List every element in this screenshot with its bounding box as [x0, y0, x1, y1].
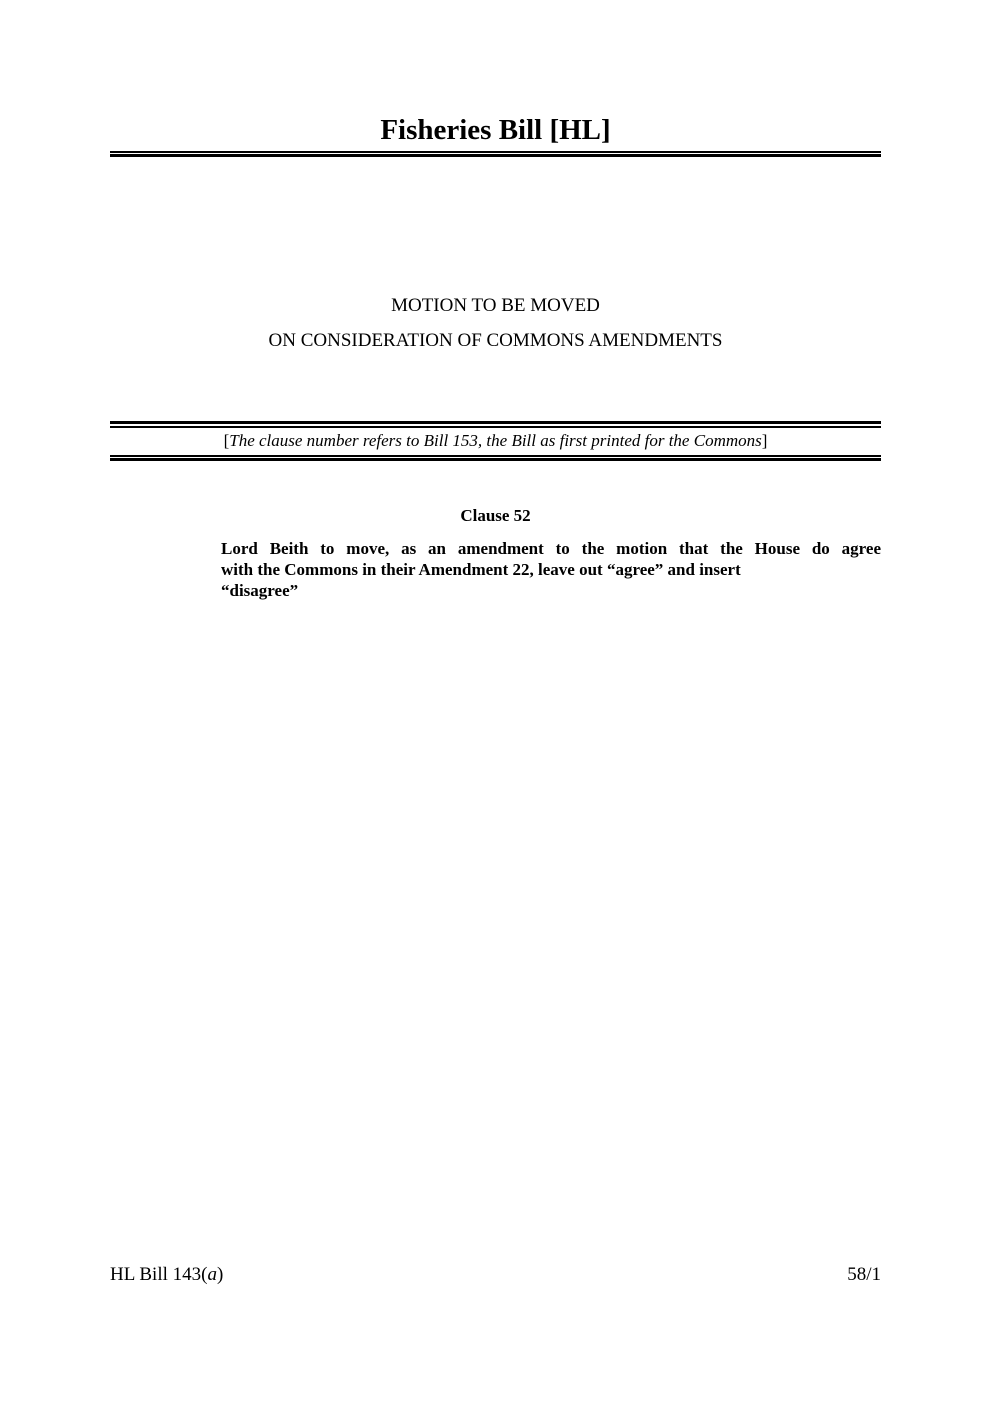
- note-top-rule-thick: [110, 421, 881, 424]
- clause-heading: Clause 52: [460, 506, 531, 525]
- bill-ref-close: ): [216, 1264, 224, 1285]
- amendment-line-1: Lord Beith to move, as an amendment to the motion that the House do agree: [221, 539, 881, 558]
- bill-reference: [110, 1263, 223, 1287]
- clause-reference-note: [110, 429, 881, 453]
- note-text: The clause number refers to Bill 153, the Bill as first printed for the Commons: [229, 431, 762, 450]
- page-reference: 58/1: [847, 1264, 881, 1285]
- bill-ref-italic: a: [207, 1264, 217, 1285]
- note-open-bracket: [: [223, 431, 230, 450]
- note-top-rule-thin: [110, 426, 881, 428]
- amendment-text: [221, 538, 881, 601]
- note-close-bracket: ]: [761, 431, 768, 450]
- note-bottom-rule-thick: [110, 458, 881, 461]
- motion-heading-line2: ON CONSIDERATION OF COMMONS AMENDMENTS: [268, 330, 723, 351]
- motion-heading-line1: MOTION TO BE MOVED: [391, 295, 600, 316]
- amendment-line-2: with the Commons in their Amendment 22, leave out “agree” and insert: [221, 560, 741, 579]
- title-rule-thick: [110, 154, 881, 157]
- amendment-line-3: “disagree”: [221, 581, 299, 600]
- title-rule-thin: [110, 151, 881, 153]
- note-bottom-rule-thin: [110, 455, 881, 457]
- bill-ref-prefix: HL Bill 143(: [110, 1264, 208, 1285]
- document-title: Fisheries Bill [HL]: [380, 114, 611, 146]
